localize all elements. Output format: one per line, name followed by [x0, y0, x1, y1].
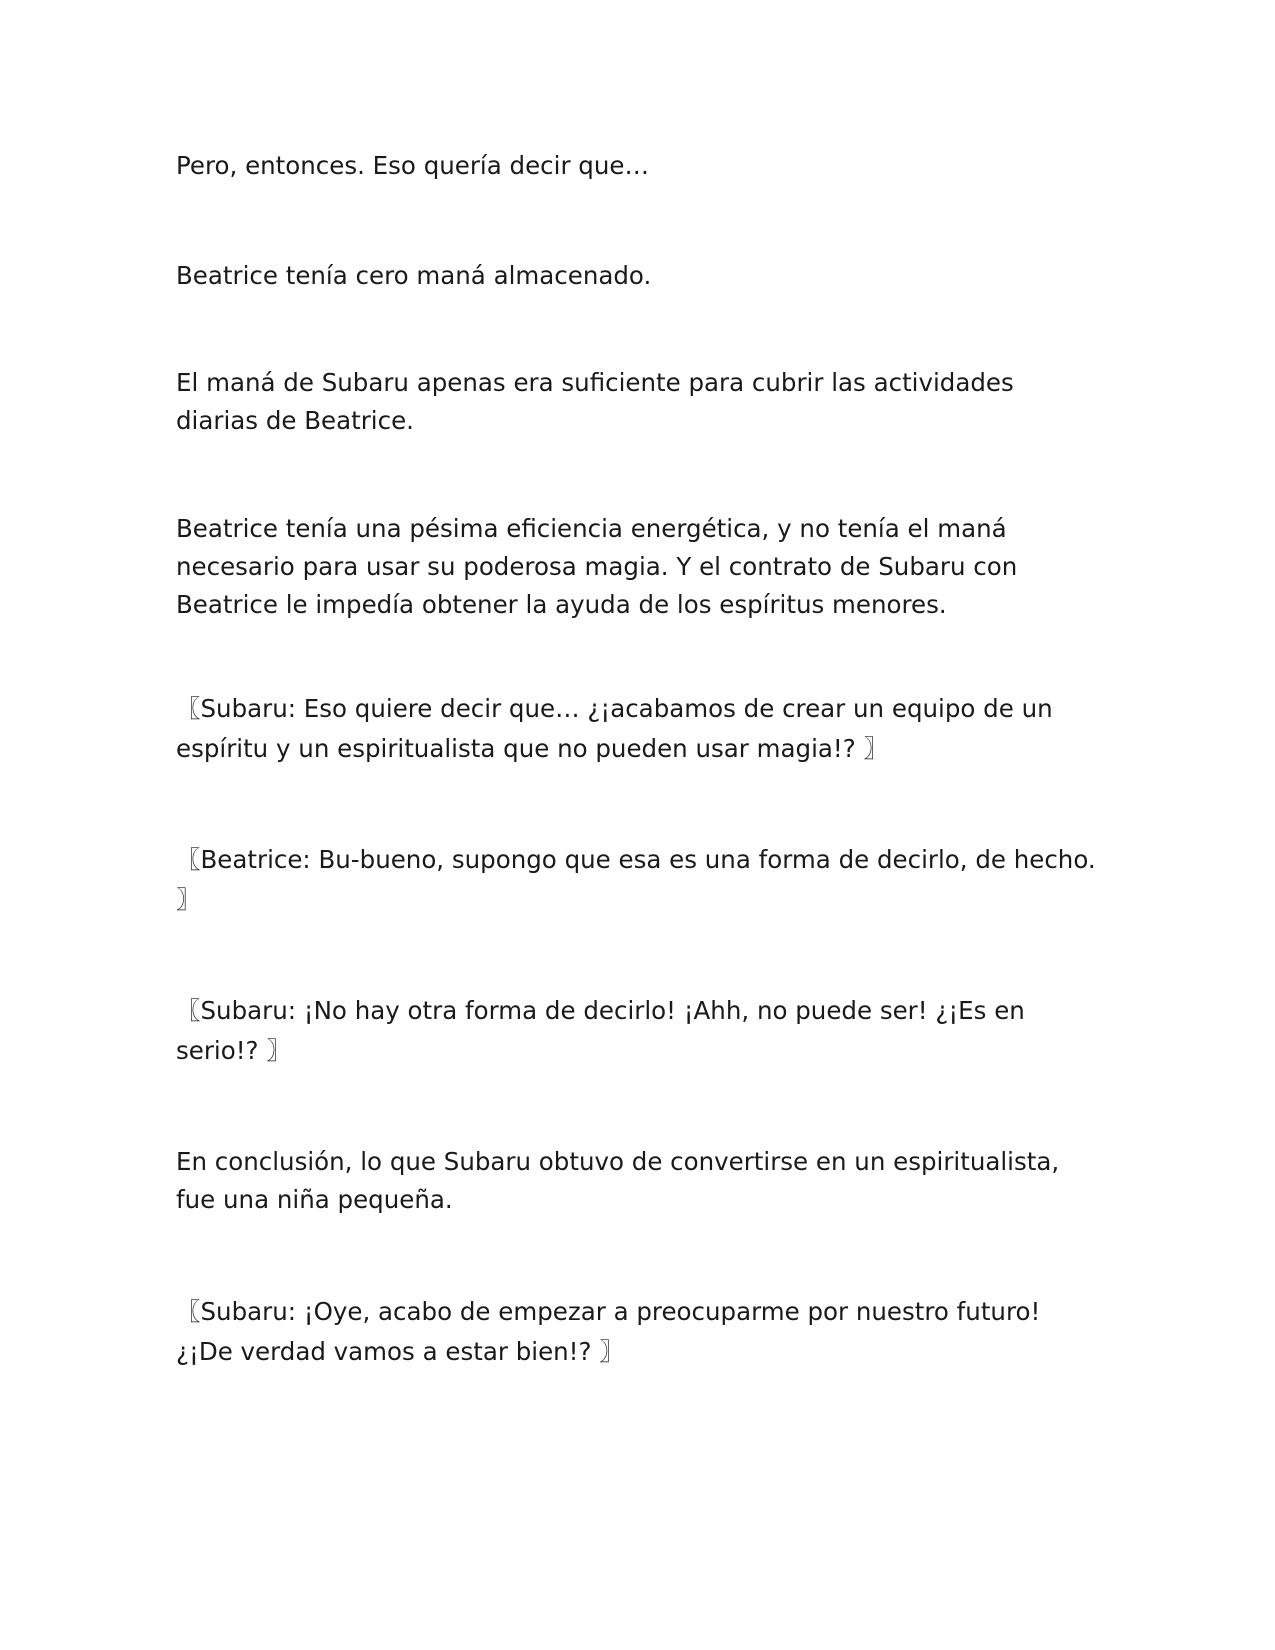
paragraph-conclusion: En conclusión, lo que Subaru obtuvo de convertirse en un espiritualista, fue una niña pequeña. [176, 1147, 1060, 1214]
dialogue-subaru-3: 〖Subaru: ¡Oye, acabo de empezar a preocuparme por nuestro futuro! ¿¡De verdad vamos a estar bien!? 〗 [176, 1297, 1041, 1366]
dialogue-beatrice-1: 〖Beatrice: Bu-bueno, supongo que esa es una forma de decirlo, de hecho. 〗 [176, 845, 1096, 914]
paragraph-1: Pero, entonces. Eso quería decir que… [176, 151, 649, 180]
dialogue-subaru-1: 〖Subaru: Eso quiere decir que… ¿¡acabamos de crear un equipo de un espíritu y un espiritualista que no pueden usar magia!? 〗 [176, 694, 1053, 763]
paragraph-2: Beatrice tenía cero maná almacenado. [176, 261, 652, 290]
dialogue-subaru-2: 〖Subaru: ¡No hay otra forma de decirlo! ¡Ahh, no puede ser! ¿¡Es en serio!? 〗 [176, 996, 1025, 1065]
paragraph-3: El maná de Subaru apenas era suficiente para cubrir las actividades diarias de Beatrice. [176, 368, 1014, 435]
paragraph-4: Beatrice tenía una pésima eficiencia energética, y no tenía el maná necesario para usar su poderosa magia. Y el contrato de Subaru con Beatrice le impedía obtener la ayuda de los espíritus menores. [176, 514, 1018, 619]
